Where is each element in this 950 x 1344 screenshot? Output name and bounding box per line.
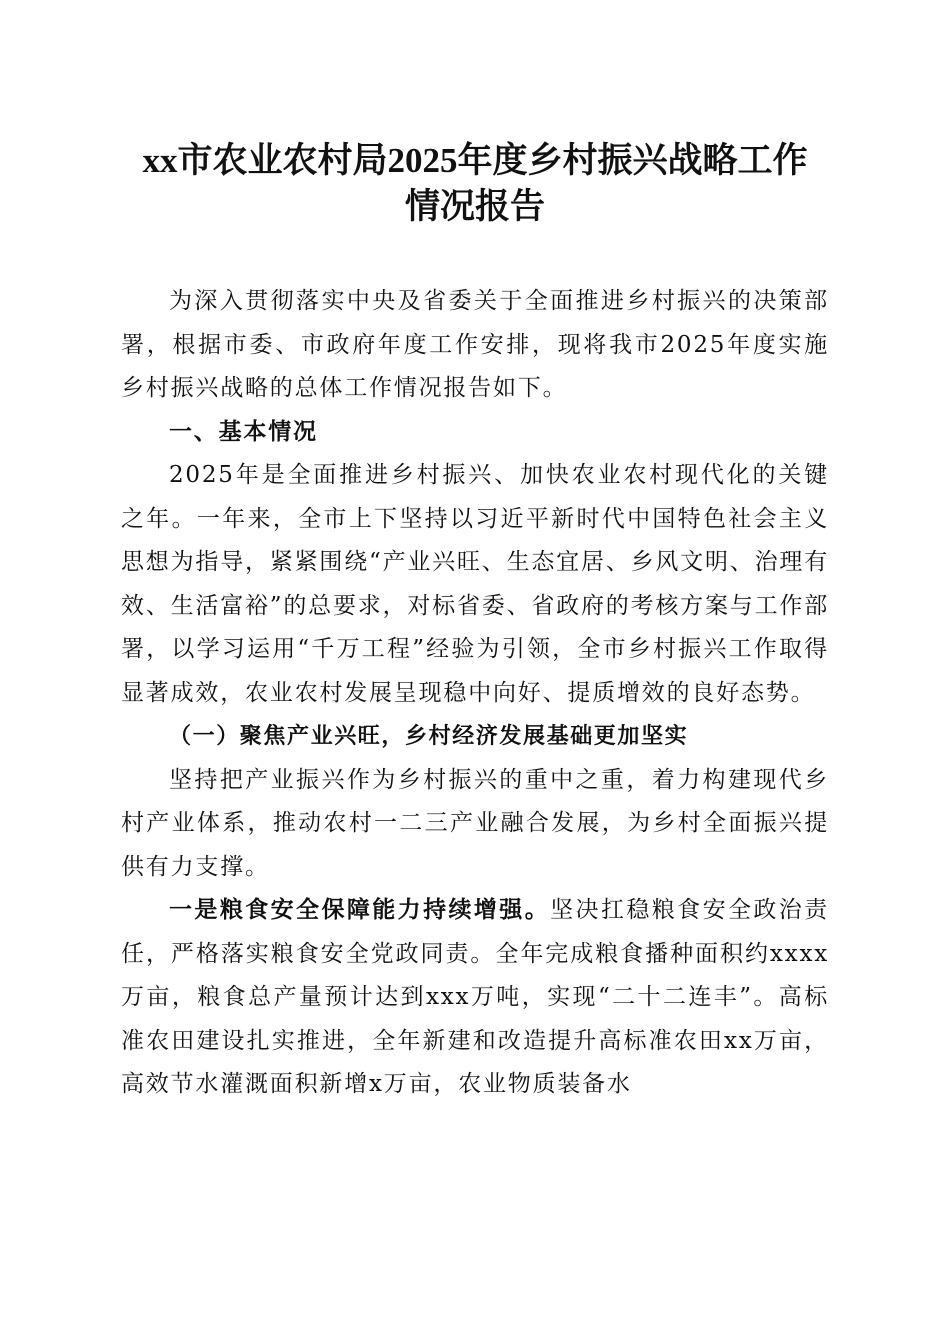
subsection-paragraph-industry: 坚持把产业振兴作为乡村振兴的重中之重，着力构建现代乡村产业体系，推动农村一二三产业融合发展，为乡村全面振兴提供有力支撑。 <box>121 766 829 880</box>
document-body <box>121 280 829 1107</box>
point-paragraph-food-security <box>121 889 829 1107</box>
document-title <box>100 138 850 230</box>
section-paragraph-basic: 2025年是全面推进乡村振兴、加快农业农村现代化的关键之年。一年来，全市上下坚持以习近平新时代中国特色社会主义思想为指导，紧紧围绕“产业兴旺、生态宜居、乡风文明、治理有效、生活富裕”的总要求，对标省委、省政府的考核方案与工作部署，以学习运用“千万工程”经验为引领，全市乡村振兴工作取得显著成效，农业农村发展呈现稳中向好、提质增效的良好态势。 <box>121 462 829 706</box>
intro-paragraph: 为深入贯彻落实中央及省委关于全面推进乡村振兴的决策部署，根据市委、市政府年度工作安排，现将我市2025年度实施乡村振兴战略的总体工作情况报告如下。 <box>121 288 829 401</box>
point-text: 坚决扛稳粮食安全政治责任，严格落实粮食安全党政同责。全年完成粮食播种面积约xxxx万亩，粮食总产量预计达到xxx万吨，实现“二十二连丰”。高标准农田建设扎实推进，全年新建和改造提升高标准农田xx万亩，高效节水灌溉面积新增x万亩，农业物质装备水 <box>121 897 829 1097</box>
title-line-2: 情况报告 <box>404 187 545 226</box>
section-heading-basic: 一、基本情况 <box>169 418 318 445</box>
subsection-heading-industry: （一）聚焦产业兴旺，乡村经济发展基础更加坚实 <box>169 723 689 749</box>
title-line-1: xx市农业农村局2025年度乡村振兴战略工作 <box>142 141 808 180</box>
point-lead: 一是粮食安全保障能力持续增强。 <box>169 897 551 923</box>
